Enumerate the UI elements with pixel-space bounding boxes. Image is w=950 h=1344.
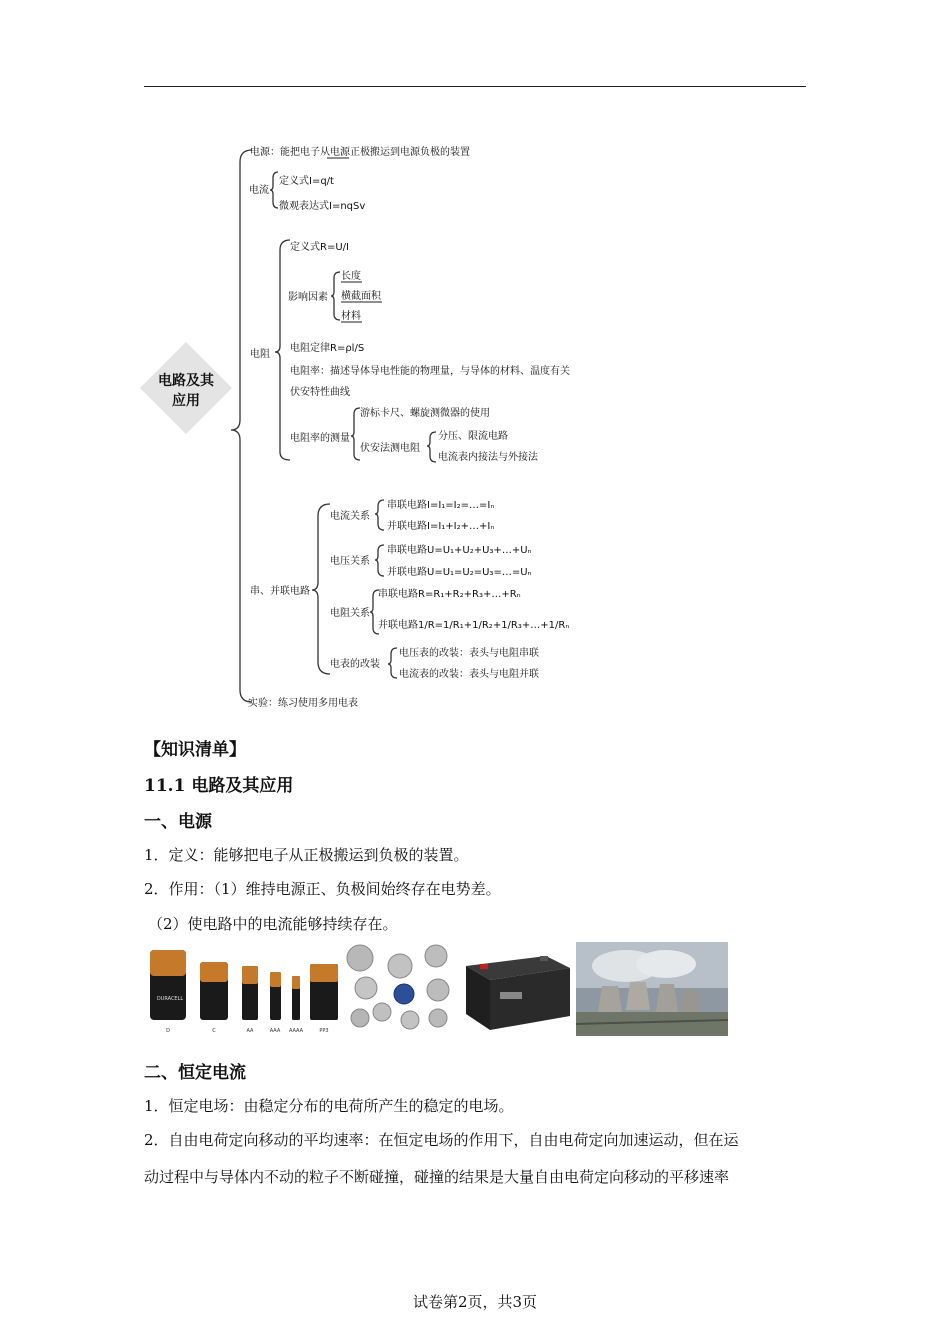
- power-source-text: 电源：能把电子从电源正极搬运到电源负极的装置: [250, 147, 470, 158]
- resistance-brace: [275, 240, 290, 460]
- heading-steady-current: 二、恒定电流: [144, 1063, 246, 1083]
- paragraph: 2．自由电荷定向移动的平均速率：在恒定电场的作用下，自由电荷定向加速运动，但在运: [144, 1131, 739, 1149]
- power-plant-image: [576, 942, 728, 1036]
- page-footer: 试卷第2页，共3页: [412, 1293, 538, 1311]
- volt-ampere-curve: 伏安特性曲线: [290, 387, 350, 398]
- resistance-label: 电阻: [250, 349, 270, 360]
- battery-label: AA: [246, 1028, 254, 1034]
- paragraph: 动过程中与导体内不动的粒子不断碰撞，碰撞的结果是大量自由电荷定向移动的平移速率: [144, 1168, 730, 1186]
- experiment-text: 实验：练习使用多用电表: [248, 698, 358, 709]
- battery-label: PP3: [319, 1028, 329, 1034]
- factor-item: 材料: [341, 311, 361, 322]
- circuits-brace: [312, 504, 330, 674]
- current-series: 串联电路I=I₁=I₂=…=Iₙ: [387, 500, 495, 511]
- factors-label: 影响因素: [288, 292, 328, 303]
- va-brace: [427, 432, 436, 462]
- current-parallel: 并联电路I=I₁+I₂+…+Iₙ: [387, 521, 495, 532]
- battery-label: AAAA: [288, 1028, 304, 1034]
- current-micro: 微观表达式I=nqSv: [279, 201, 366, 212]
- tools-text: 游标卡尺、螺旋测微器的使用: [360, 408, 490, 419]
- section-title: 11.1 电路及其应用: [144, 776, 294, 796]
- button-cells-image: [344, 942, 458, 1036]
- meter-volt: 电压表的改装：表头与电阻串联: [399, 648, 539, 659]
- voltage-relation-label: 电压关系: [330, 556, 370, 567]
- resist-relation-label: 电阻关系: [330, 608, 370, 619]
- voltage-series: 串联电路U=U₁+U₂+U₃+…+Uₙ: [387, 545, 532, 556]
- battery-label: D: [166, 1028, 170, 1034]
- resistivity-text: 电阻率：描述导体导电性能的物理量，与导体的材料、温度有关: [290, 366, 570, 377]
- battery-label: C: [212, 1028, 216, 1034]
- resist-series: 串联电路R=R₁+R₂+R₃+…+Rₙ: [378, 589, 521, 600]
- resist-parallel: 并联电路1/R=1/R₁+1/R₂+1/R₃+…+1/Rₙ: [378, 620, 570, 631]
- resistance-law: 电阻定律R=ρl/S: [290, 343, 365, 354]
- paragraph: 1．恒定电场：由稳定分布的电荷所产生的稳定的电场。: [144, 1097, 514, 1115]
- factor-item: 横截面积: [341, 291, 381, 302]
- measure-label: 电阻率的测量: [290, 433, 350, 444]
- heading-power-source: 一、电源: [144, 812, 212, 832]
- root-label-line1: 电路及其: [158, 373, 214, 389]
- battery-label: AAA: [269, 1028, 281, 1034]
- paragraph: 2．作用：（1）维持电源正、负极间始终存在电势差。: [144, 880, 501, 898]
- meter-label: 电表的改装: [330, 659, 380, 670]
- circuits-label: 串、并联电路: [250, 586, 310, 597]
- brand-text: DURACELL: [156, 996, 184, 1002]
- current-definition: 定义式I=q/t: [279, 176, 334, 187]
- factor-item: 长度: [341, 271, 361, 282]
- va-item: 电流表内接法与外接法: [438, 452, 538, 463]
- current-brace: [270, 172, 278, 208]
- knowledge-list-title: 【知识清单】: [144, 740, 246, 760]
- current-relation-label: 电流关系: [330, 511, 370, 522]
- voltage-parallel: 并联电路U=U₁=U₂=U₃=…=Uₙ: [387, 567, 532, 578]
- main-brace: [231, 150, 252, 702]
- measure-brace: [351, 408, 360, 460]
- va-item: 分压、限流电路: [438, 431, 508, 442]
- brace: [388, 648, 397, 678]
- lead-acid-battery-image: [460, 942, 574, 1036]
- va-method: 伏安法测电阻: [360, 443, 420, 454]
- resistance-definition: 定义式R=U/I: [290, 242, 349, 253]
- current-label: 电流: [249, 185, 269, 196]
- factors-brace: [331, 272, 340, 320]
- paragraph: （2）使电路中的电流能够持续存在。: [148, 915, 398, 933]
- brace: [375, 500, 384, 530]
- paragraph: 1．定义：能够把电子从正极搬运到负极的装置。: [144, 846, 469, 864]
- meter-amp: 电流表的改装：表头与电阻并联: [399, 669, 539, 680]
- brace: [375, 545, 384, 576]
- batteries-image: [144, 942, 340, 1036]
- root-label-line2: 应用: [172, 393, 200, 409]
